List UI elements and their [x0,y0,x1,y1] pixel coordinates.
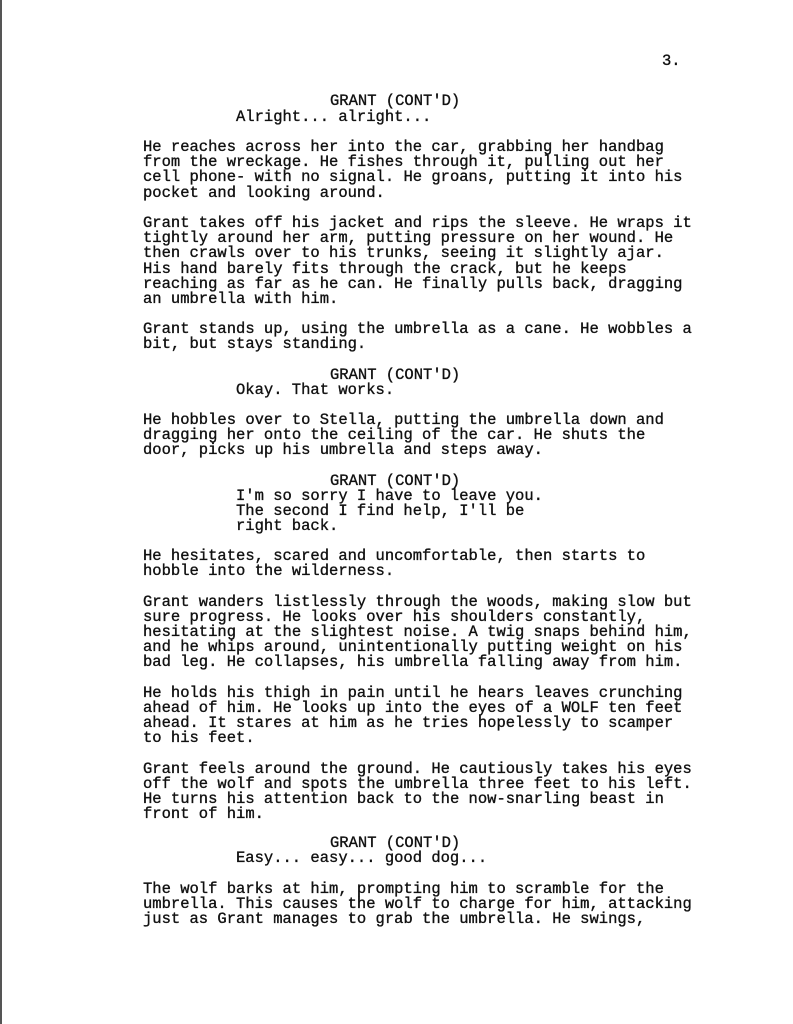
action-line: Grant stands up, using the umbrella as a cane. He wobbles a [143,320,692,338]
action-line: bit, but stays standing. [143,335,367,353]
character-cue: GRANT (CONT'D) [330,472,461,490]
action-line: His hand barely fits through the crack, but he keeps [143,260,627,278]
dialogue-line: Okay. That works. [236,381,395,399]
action-line: sure progress. He looks over his shoulders constantly, [143,608,646,626]
character-cue: GRANT (CONT'D) [330,834,461,852]
action-line: dragging her onto the ceiling of the car. He shuts the [143,426,646,444]
action-line: Grant wanders listlessly through the woods, making slow but [143,593,692,611]
action-line: ahead of him. He looks up into the eyes of a WOLF ten feet [143,699,683,717]
character-cue: GRANT (CONT'D) [330,366,461,384]
action-line: Grant takes off his jacket and rips the sleeve. He wraps it [143,214,692,232]
action-line: an umbrella with him. [143,290,339,308]
action-line: off the wolf and spots the umbrella three feet to his left. [143,775,692,793]
action-line: hobble into the wilderness. [143,562,395,580]
action-line: from the wreckage. He fishes through it, pulling out her [143,153,664,171]
action-line: Grant feels around the ground. He cautiously takes his eyes [143,760,692,778]
action-line: umbrella. This causes the wolf to charge for him, attacking [143,895,692,913]
action-line: He hesitates, scared and uncomfortable, then starts to [143,547,646,565]
page-number: 3. [662,52,681,70]
action-line: He turns his attention back to the now-snarling beast in [143,790,664,808]
action-line: tightly around her arm, putting pressure on her wound. He [143,229,674,247]
action-line: reaching as far as he can. He finally pulls back, dragging [143,275,683,293]
dialogue-line: The second I find help, I'll be [236,502,525,520]
character-cue: GRANT (CONT'D) [330,92,461,110]
action-line: just as Grant manages to grab the umbrella. He swings, [143,910,646,928]
action-line: front of him. [143,805,264,823]
action-line: pocket and looking around. [143,184,385,202]
action-line: cell phone- with no signal. He groans, putting it into his [143,168,683,186]
dialogue-line: I'm so sorry I have to leave you. [236,487,543,505]
action-line: He holds his thigh in pain until he hears leaves crunching [143,684,683,702]
action-line: He hobbles over to Stella, putting the umbrella down and [143,411,664,429]
dialogue-line: Alright... alright... [236,108,432,126]
dialogue-line: Easy... easy... good dog... [236,849,488,867]
action-line: bad leg. He collapses, his umbrella falling away from him. [143,653,683,671]
action-line: door, picks up his umbrella and steps away. [143,441,543,459]
action-line: He reaches across her into the car, grabbing her handbag [143,138,664,156]
action-line: to his feet. [143,729,255,747]
action-line: hesitating at the slightest noise. A twig snaps behind him, [143,623,692,641]
action-line: ahead. It stares at him as he tries hopelessly to scamper [143,714,674,732]
dialogue-line: right back. [236,517,339,535]
action-line: The wolf barks at him, prompting him to scramble for the [143,880,664,898]
action-line: then crawls over to his trunks, seeing it slightly ajar. [143,244,664,262]
action-line: and he whips around, unintentionally putting weight on his [143,638,683,656]
